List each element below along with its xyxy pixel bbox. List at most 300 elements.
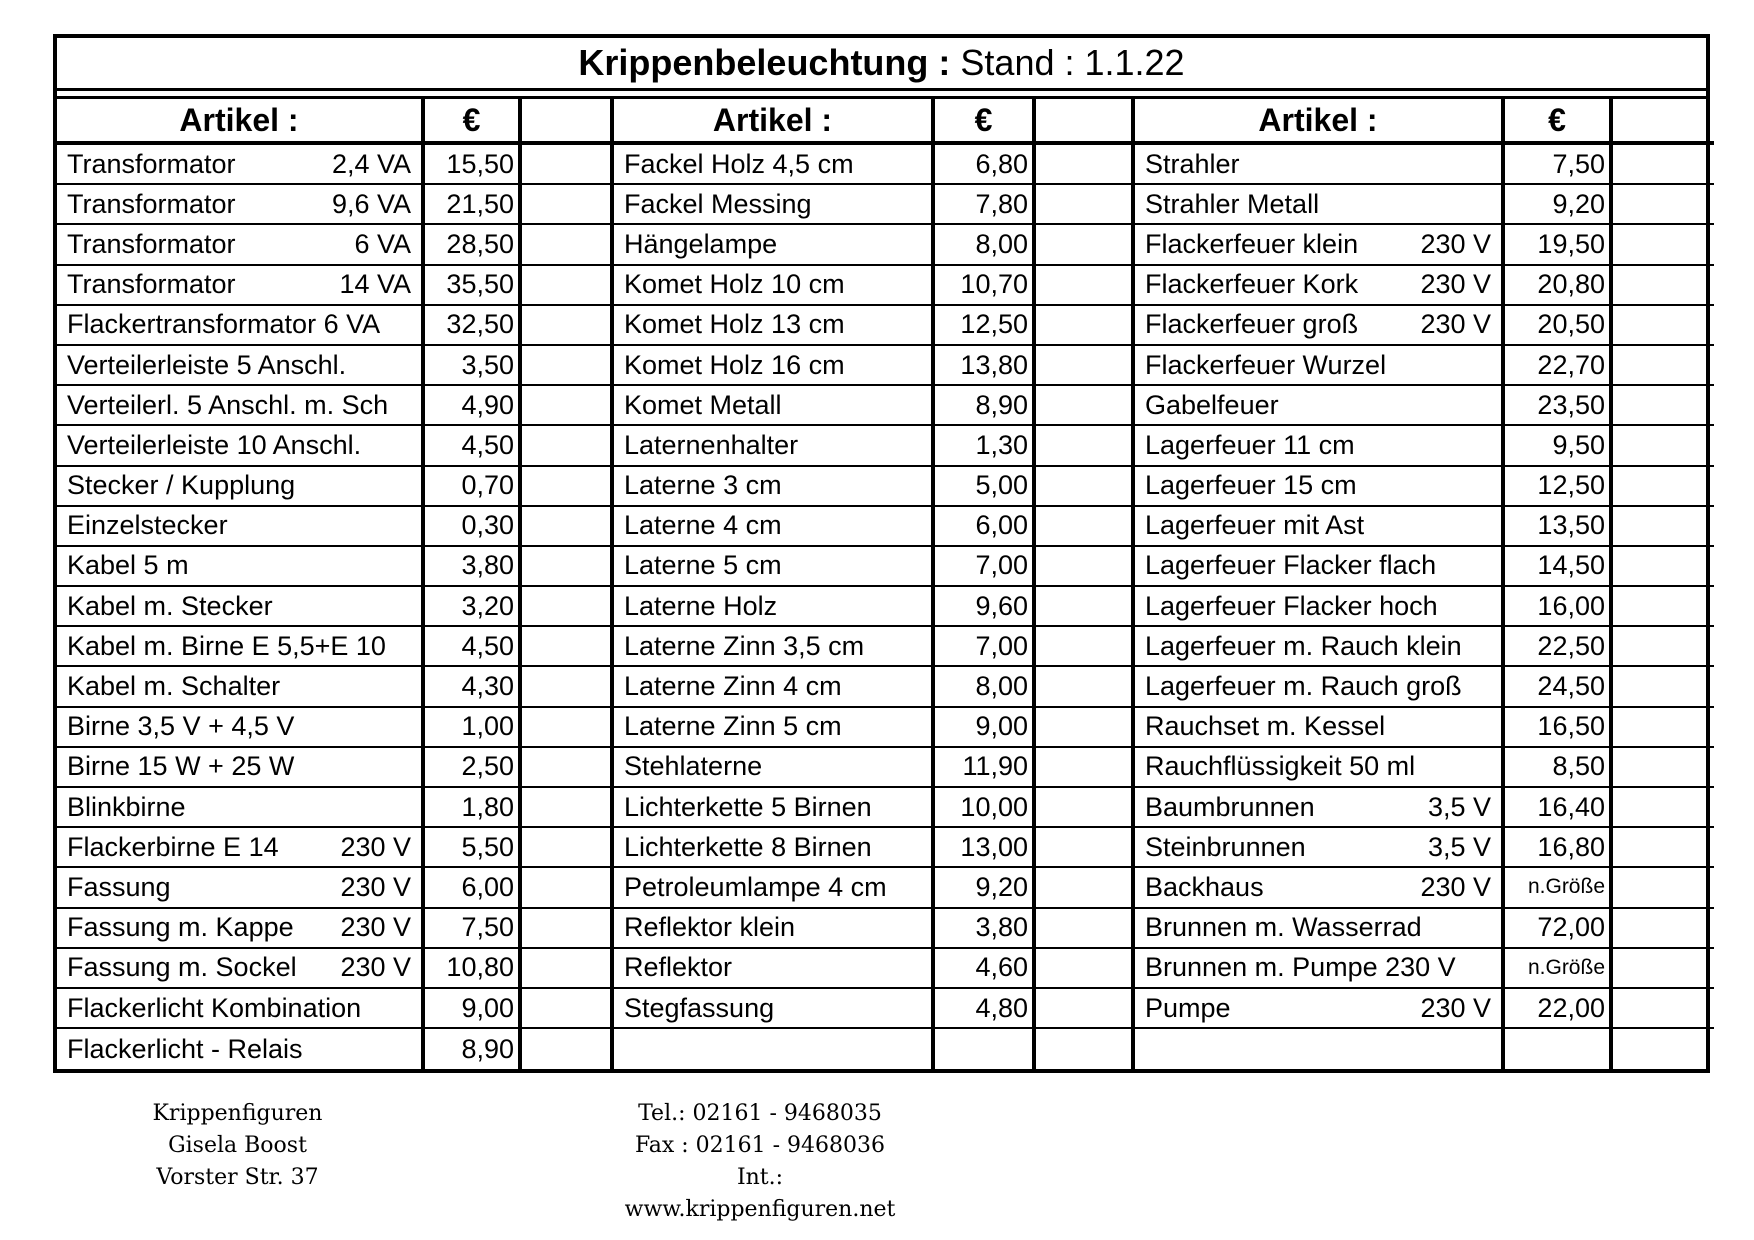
blank-cell <box>522 346 614 384</box>
article-name: Transformator <box>67 188 236 219</box>
article-cell <box>57 748 425 786</box>
blank-cell <box>1613 587 1714 625</box>
blank-cell <box>1036 386 1135 424</box>
article-name: Transformator <box>67 269 236 300</box>
article-cell <box>57 788 425 826</box>
article-name: Einzelstecker <box>67 510 228 541</box>
table-row <box>57 507 614 547</box>
article-name: Flackerfeuer Wurzel <box>1145 349 1387 380</box>
price-cell: 0,30 <box>425 507 522 545</box>
title-divider <box>57 88 1706 99</box>
article-name: Komet Holz 10 cm <box>624 269 845 300</box>
article-cell <box>1135 627 1505 665</box>
column-header <box>614 99 1135 145</box>
article-name: Rauchflüssigkeit 50 ml <box>1145 751 1416 782</box>
article-cell <box>614 507 935 545</box>
article-spec: 230 V <box>1420 269 1491 300</box>
table-row <box>1135 145 1714 185</box>
column-header <box>57 99 614 145</box>
footer-fax: Fax : 02161 - 9468036 <box>634 1133 886 1158</box>
article-cell <box>1135 1029 1505 1069</box>
article-name: Flackerfeuer groß <box>1145 309 1359 340</box>
blank-header <box>1036 99 1135 141</box>
table-row <box>1135 266 1714 306</box>
article-cell <box>614 346 935 384</box>
table-row <box>614 467 1135 507</box>
article-cell <box>57 627 425 665</box>
article-cell <box>1135 426 1505 464</box>
table-row <box>57 145 614 185</box>
table-row <box>614 989 1135 1029</box>
article-cell <box>614 909 935 947</box>
price-cell: 72,00 <box>1505 909 1613 947</box>
price-cell: 4,60 <box>935 949 1036 987</box>
article-name: Laterne 5 cm <box>624 550 782 581</box>
price-cell: 4,50 <box>425 426 522 464</box>
article-name: Kabel m. Stecker <box>67 590 273 621</box>
article-cell <box>614 788 935 826</box>
blank-cell <box>522 949 614 987</box>
blank-cell <box>1036 225 1135 263</box>
article-cell <box>614 748 935 786</box>
article-header: Artikel : <box>614 99 935 141</box>
table-row <box>57 346 614 386</box>
article-name: Kabel m. Schalter <box>67 671 281 702</box>
article-cell <box>1135 748 1505 786</box>
price-cell: 4,80 <box>935 989 1036 1027</box>
article-name: Brunnen m. Pumpe 230 V <box>1145 952 1456 983</box>
table-row <box>614 587 1135 627</box>
table-row <box>1135 185 1714 225</box>
article-cell <box>57 507 425 545</box>
article-cell <box>57 909 425 947</box>
blank-cell <box>522 426 614 464</box>
table-row <box>1135 708 1714 748</box>
article-cell <box>57 467 425 505</box>
article-cell <box>614 587 935 625</box>
blank-cell <box>522 547 614 585</box>
price-cell: 20,80 <box>1505 266 1613 304</box>
table-row <box>614 547 1135 587</box>
price-cell: 7,50 <box>425 909 522 947</box>
price-cell <box>935 1029 1036 1069</box>
article-name: Laterne Zinn 3,5 cm <box>624 630 865 661</box>
price-cell: 22,50 <box>1505 627 1613 665</box>
table-row <box>614 868 1135 908</box>
price-cell: 13,80 <box>935 346 1036 384</box>
price-cell: 3,20 <box>425 587 522 625</box>
table-row <box>614 346 1135 386</box>
price-cell: 16,40 <box>1505 788 1613 826</box>
table-row <box>1135 868 1714 908</box>
price-cell: 7,80 <box>935 185 1036 223</box>
price-cell: 19,50 <box>1505 225 1613 263</box>
article-name: Lagerfeuer Flacker hoch <box>1145 590 1438 621</box>
table-row <box>1135 386 1714 426</box>
price-cell: 4,30 <box>425 667 522 705</box>
article-cell <box>1135 507 1505 545</box>
article-name: Lichterkette 8 Birnen <box>624 831 872 862</box>
blank-cell <box>1036 306 1135 344</box>
article-name: Laterne Zinn 4 cm <box>624 671 842 702</box>
article-name: Fackel Messing <box>624 188 812 219</box>
title-bold: Krippenbeleuchtung : <box>578 42 951 83</box>
page-title <box>57 38 1706 88</box>
price-cell: 11,90 <box>935 748 1036 786</box>
price-cell: 1,30 <box>935 426 1036 464</box>
table-row <box>614 507 1135 547</box>
article-spec: 9,6 VA <box>331 188 411 219</box>
article-cell <box>57 266 425 304</box>
price-cell: 16,00 <box>1505 587 1613 625</box>
blank-cell <box>1613 868 1714 906</box>
table-row <box>57 467 614 507</box>
article-spec: 230 V <box>1420 871 1491 902</box>
price-header: € <box>935 99 1036 141</box>
article-name: Laternenhalter <box>624 429 799 460</box>
article-cell <box>614 386 935 424</box>
blank-cell <box>1036 547 1135 585</box>
article-name: Verteilerl. 5 Anschl. m. Sch <box>67 389 389 420</box>
article-name: Reflektor <box>624 952 733 983</box>
table-row <box>57 627 614 667</box>
blank-cell <box>1036 185 1135 223</box>
article-spec: 230 V <box>340 912 411 943</box>
table-row <box>57 949 614 989</box>
table-row <box>1135 1029 1714 1069</box>
article-cell <box>1135 346 1505 384</box>
article-name: Lagerfeuer mit Ast <box>1145 510 1365 541</box>
footer-address <box>150 1098 325 1194</box>
table-row <box>614 386 1135 426</box>
article-cell <box>57 225 425 263</box>
price-cell: 5,00 <box>935 467 1036 505</box>
blank-cell <box>522 185 614 223</box>
blank-cell <box>1613 989 1714 1027</box>
article-cell <box>614 225 935 263</box>
table-row <box>57 426 614 466</box>
article-spec: 3,5 V <box>1427 791 1491 822</box>
article-cell <box>1135 306 1505 344</box>
blank-cell <box>1613 708 1714 746</box>
blank-cell <box>1613 748 1714 786</box>
article-cell <box>57 547 425 585</box>
price-cell: 0,70 <box>425 467 522 505</box>
article-name: Reflektor klein <box>624 912 796 943</box>
price-cell: 8,00 <box>935 667 1036 705</box>
blank-cell <box>522 667 614 705</box>
article-spec: 6 VA <box>354 228 411 259</box>
article-cell <box>1135 467 1505 505</box>
article-name: Lagerfeuer Flacker flach <box>1145 550 1437 581</box>
table-row <box>614 909 1135 949</box>
blank-cell <box>1613 788 1714 826</box>
blank-cell <box>522 587 614 625</box>
blank-cell <box>522 386 614 424</box>
blank-cell <box>522 266 614 304</box>
article-spec: 14 VA <box>339 269 411 300</box>
price-cell: 9,60 <box>935 587 1036 625</box>
table-row <box>57 667 614 707</box>
article-name: Flackerbirne E 14 <box>67 831 279 862</box>
table-row <box>614 627 1135 667</box>
blank-cell <box>522 306 614 344</box>
article-cell <box>57 1029 425 1069</box>
table-row <box>1135 909 1714 949</box>
blank-cell <box>1613 547 1714 585</box>
price-cell: 35,50 <box>425 266 522 304</box>
price-cell: n.Größe <box>1505 868 1613 906</box>
blank-cell <box>1613 225 1714 263</box>
article-name: Stehlaterne <box>624 751 763 782</box>
article-cell <box>1135 708 1505 746</box>
blank-cell <box>1036 909 1135 947</box>
article-spec: 230 V <box>1420 309 1491 340</box>
article-cell <box>57 587 425 625</box>
table-row <box>1135 426 1714 466</box>
blank-cell <box>1036 426 1135 464</box>
article-cell <box>57 868 425 906</box>
article-name: Verteilerleiste 5 Anschl. <box>67 349 347 380</box>
table-row <box>1135 306 1714 346</box>
article-cell <box>57 828 425 866</box>
table-row <box>1135 989 1714 1029</box>
article-spec: 230 V <box>340 871 411 902</box>
blank-cell <box>1613 266 1714 304</box>
footer-owner: Gisela Boost <box>168 1133 307 1158</box>
article-name: Lagerfeuer m. Rauch groß <box>1145 671 1462 702</box>
blank-cell <box>1036 828 1135 866</box>
table-row <box>57 225 614 265</box>
footer-street: Vorster Str. 37 <box>156 1165 319 1190</box>
blank-cell <box>1613 949 1714 987</box>
table-row <box>1135 627 1714 667</box>
price-cell: 6,00 <box>425 868 522 906</box>
price-cell: 20,50 <box>1505 306 1613 344</box>
article-cell <box>614 467 935 505</box>
article-cell <box>614 306 935 344</box>
price-cell: 10,00 <box>935 788 1036 826</box>
article-name: Fassung m. Kappe <box>67 912 294 943</box>
blank-cell <box>1613 1029 1714 1069</box>
article-cell <box>614 627 935 665</box>
table-row <box>57 748 614 788</box>
article-name: Laterne 3 cm <box>624 470 782 501</box>
article-spec: 230 V <box>340 831 411 862</box>
article-cell <box>1135 667 1505 705</box>
blank-cell <box>522 909 614 947</box>
article-name: Stecker / Kupplung <box>67 470 296 501</box>
price-cell: n.Größe <box>1505 949 1613 987</box>
article-cell <box>57 306 425 344</box>
blank-cell <box>1036 949 1135 987</box>
article-name: Flackerlicht Kombination <box>67 992 362 1023</box>
article-name: Fassung <box>67 871 171 902</box>
blank-cell <box>1613 507 1714 545</box>
article-cell <box>57 667 425 705</box>
table-row <box>57 1029 614 1069</box>
article-cell <box>614 868 935 906</box>
table-row <box>614 266 1135 306</box>
article-name: Stegfassung <box>624 992 775 1023</box>
price-cell: 9,20 <box>1505 185 1613 223</box>
article-name: Laterne Holz <box>624 590 778 621</box>
article-name: Backhaus <box>1145 871 1264 902</box>
article-name: Kabel 5 m <box>67 550 189 581</box>
table-row <box>1135 949 1714 989</box>
title-stand: Stand : 1.1.22 <box>950 42 1185 83</box>
price-column-2 <box>614 99 1135 1069</box>
table-row <box>1135 507 1714 547</box>
price-column-1 <box>57 99 614 1069</box>
blank-cell <box>1036 346 1135 384</box>
article-name: Kabel m. Birne E 5,5+E 10 <box>67 630 386 661</box>
price-list-sheet <box>53 34 1710 1073</box>
table-row <box>57 989 614 1029</box>
price-cell: 8,00 <box>935 225 1036 263</box>
blank-cell <box>1613 909 1714 947</box>
article-cell <box>1135 547 1505 585</box>
article-name: Verteilerleiste 10 Anschl. <box>67 429 362 460</box>
blank-cell <box>1036 145 1135 183</box>
blank-cell <box>1613 828 1714 866</box>
article-cell <box>57 426 425 464</box>
article-cell <box>1135 868 1505 906</box>
table-row <box>1135 828 1714 868</box>
article-cell <box>614 667 935 705</box>
blank-cell <box>1036 748 1135 786</box>
table-row <box>614 667 1135 707</box>
price-cell: 3,50 <box>425 346 522 384</box>
blank-cell <box>1036 1029 1135 1069</box>
article-name: Flackerfeuer Kork <box>1145 269 1359 300</box>
article-cell <box>57 708 425 746</box>
table-row <box>614 788 1135 828</box>
price-cell: 24,50 <box>1505 667 1613 705</box>
price-cell: 1,80 <box>425 788 522 826</box>
article-cell <box>1135 185 1505 223</box>
article-name: Steinbrunnen <box>1145 831 1306 862</box>
article-cell <box>614 828 935 866</box>
price-cell: 4,50 <box>425 627 522 665</box>
price-cell: 16,50 <box>1505 708 1613 746</box>
blank-cell <box>1613 627 1714 665</box>
table-row <box>57 266 614 306</box>
price-cell: 9,20 <box>935 868 1036 906</box>
article-name: Komet Metall <box>624 389 782 420</box>
article-name: Komet Holz 16 cm <box>624 349 845 380</box>
table-row <box>57 708 614 748</box>
table-row <box>614 748 1135 788</box>
table-row <box>1135 587 1714 627</box>
blank-cell <box>1036 266 1135 304</box>
blank-cell <box>522 627 614 665</box>
article-name: Strahler Metall <box>1145 188 1320 219</box>
price-cell: 9,00 <box>935 708 1036 746</box>
price-cell: 32,50 <box>425 306 522 344</box>
price-cell: 8,50 <box>1505 748 1613 786</box>
article-name: Rauchset m. Kessel <box>1145 711 1386 742</box>
blank-cell <box>1036 587 1135 625</box>
blank-cell <box>1036 788 1135 826</box>
article-cell <box>1135 225 1505 263</box>
blank-cell <box>522 225 614 263</box>
table-row <box>1135 667 1714 707</box>
blank-cell <box>522 828 614 866</box>
table-row <box>1135 788 1714 828</box>
price-header: € <box>425 99 522 141</box>
price-cell: 7,00 <box>935 547 1036 585</box>
blank-cell <box>1036 989 1135 1027</box>
article-spec: 230 V <box>1420 228 1491 259</box>
blank-cell <box>522 748 614 786</box>
blank-cell <box>1036 627 1135 665</box>
table-row <box>57 386 614 426</box>
table-row <box>57 587 614 627</box>
article-spec: 230 V <box>340 952 411 983</box>
article-cell <box>57 989 425 1027</box>
article-cell <box>57 185 425 223</box>
blank-cell <box>1613 386 1714 424</box>
price-cell: 8,90 <box>935 386 1036 424</box>
article-cell <box>614 989 935 1027</box>
blank-cell <box>522 788 614 826</box>
footer-company: Krippenfiguren <box>152 1101 323 1126</box>
article-name: Petroleumlampe 4 cm <box>624 871 887 902</box>
footer-website: Int.: www.krippenfiguren.net <box>624 1165 896 1222</box>
table-row <box>57 306 614 346</box>
article-cell <box>1135 788 1505 826</box>
price-cell: 28,50 <box>425 225 522 263</box>
blank-cell <box>522 145 614 183</box>
price-cell: 9,00 <box>425 989 522 1027</box>
price-cell: 6,80 <box>935 145 1036 183</box>
blank-cell <box>1036 667 1135 705</box>
article-name: Lichterkette 5 Birnen <box>624 791 872 822</box>
footer-phone: Tel.: 02161 - 9468035 <box>638 1101 882 1126</box>
article-name: Komet Holz 13 cm <box>624 309 845 340</box>
blank-header <box>522 99 614 141</box>
article-cell <box>1135 145 1505 183</box>
blank-cell <box>1613 185 1714 223</box>
article-name: Transformator <box>67 228 236 259</box>
article-name: Flackerfeuer klein <box>1145 228 1359 259</box>
price-cell: 10,70 <box>935 266 1036 304</box>
price-cell: 3,80 <box>425 547 522 585</box>
price-cell: 21,50 <box>425 185 522 223</box>
article-name: Strahler <box>1145 148 1240 179</box>
table-row <box>614 708 1135 748</box>
article-cell <box>1135 386 1505 424</box>
article-cell <box>614 426 935 464</box>
article-name: Birne 3,5 V + 4,5 V <box>67 711 295 742</box>
blank-cell <box>522 989 614 1027</box>
article-name: Blinkbirne <box>67 791 186 822</box>
price-cell: 22,70 <box>1505 346 1613 384</box>
price-cell: 7,50 <box>1505 145 1613 183</box>
table-row <box>1135 346 1714 386</box>
table-row <box>1135 467 1714 507</box>
article-name: Lagerfeuer 15 cm <box>1145 470 1357 501</box>
article-name: Pumpe <box>1145 992 1231 1023</box>
price-cell: 13,00 <box>935 828 1036 866</box>
column-header <box>1135 99 1714 145</box>
price-cell: 23,50 <box>1505 386 1613 424</box>
article-cell <box>614 145 935 183</box>
article-name: Lagerfeuer 11 cm <box>1145 429 1355 460</box>
article-cell <box>614 1029 935 1069</box>
price-cell: 6,00 <box>935 507 1036 545</box>
